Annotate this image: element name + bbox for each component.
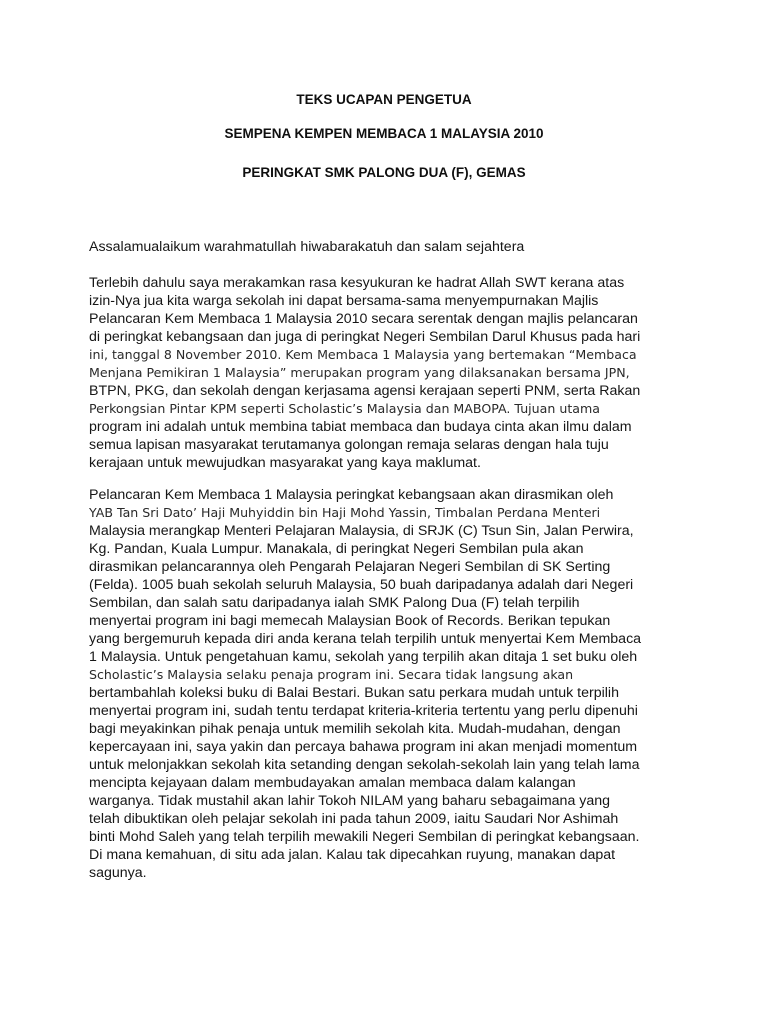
paragraph-line: di peringkat kebangsaan dan juga di peringkat Negeri Sembilan Darul Khusus pada hari [89, 329, 641, 345]
paragraph-line: menyertai program ini bagi memecah Malaysian Book of Records. Berikan tepukan [89, 613, 611, 629]
paragraph-line: yang bergemuruh kepada diri anda kerana telah terpilih untuk menyertai Kem Membaca [89, 631, 642, 647]
paragraph-line: Kg. Pandan, Kuala Lumpur. Manakala, di peringkat Negeri Sembilan pula akan [89, 541, 584, 557]
paragraph-line: dirasmikan pelancarannya oleh Pengarah Pelajaran Negeri Sembilan di SK Serting [89, 559, 611, 575]
paragraph-line: Pelancaran Kem Membaca 1 Malaysia 2010 secara serentak dengan majlis pelancaran [89, 311, 638, 327]
paragraph-line: mencipta kejayaan dalam membudayakan amalan membaca dalam kalangan [89, 775, 576, 791]
paragraph-line: warganya. Tidak mustahil akan lahir Tokoh NILAM yang baharu sebagaimana yang [89, 793, 611, 809]
paragraph-line: Terlebih dahulu saya merakamkan rasa kesyukuran ke hadrat Allah SWT kerana atas [89, 275, 625, 291]
paragraph-line: Perkongsian Pintar KPM seperti Scholastic’s Malaysia dan MABOPA. Tujuan utama [89, 401, 600, 416]
document-venue: PERINGKAT SMK PALONG DUA (F), GEMAS [242, 165, 526, 180]
greeting: Assalamualaikum warahmatullah hiwabarakatuh dan salam sejahtera [89, 239, 525, 255]
paragraph-line: Sembilan, dan salah satu daripadanya ialah SMK Palong Dua (F) telah terpilih [89, 595, 580, 611]
paragraph-line: kepercayaan ini, saya yakin dan percaya bahawa program ini akan menjadi momentum [89, 739, 638, 755]
paragraph-line: izin-Nya jua kita warga sekolah ini dapat bersama-sama menyempurnakan Majlis [89, 293, 599, 309]
paragraph-line: BTPN, PKG, dan sekolah dengan kerjasama agensi kerajaan seperti PNM, serta Rakan [89, 383, 641, 399]
paragraph-line: menyertai program ini, sudah tentu terdapat kriteria-kriteria tertentu yang perlu dipenuhi [89, 703, 638, 719]
paragraph-line: Di mana kemahuan, di situ ada jalan. Kalau tak dipecahkan ruyung, manakan dapat [89, 847, 616, 863]
paragraph-line: Scholastic’s Malaysia selaku penaja program ini. Secara tidak langsung akan [89, 667, 574, 682]
paragraph-line: untuk melonjakkan sekolah kita setanding dengan sekolah-sekolah lain yang telah lama [89, 757, 640, 773]
paragraph-line: bertambahlah koleksi buku di Balai Bestari. Bukan satu perkara mudah untuk terpilih [89, 685, 619, 701]
paragraph-line: telah dibuktikan oleh pelajar sekolah ini pada tahun 2009, iaitu Saudari Nor Ashimah [89, 811, 619, 827]
paragraph-line: Pelancaran Kem Membaca 1 Malaysia peringkat kebangsaan akan dirasmikan oleh [89, 487, 614, 503]
paragraph-line: binti Mohd Saleh yang telah terpilih mewakili Negeri Sembilan di peringkat kebangsaan. [89, 829, 640, 845]
paragraph-line: Malaysia merangkap Menteri Pelajaran Malaysia, di SRJK (C) Tsun Sin, Jalan Perwira, [89, 523, 634, 539]
paragraph-line: kerajaan untuk mewujudkan masyarakat yang kaya maklumat. [89, 455, 481, 471]
paragraph-line: ini, tanggal 8 November 2010. Kem Membaca 1 Malaysia yang bertemakan “Membaca [89, 347, 637, 362]
paragraph-line: program ini adalah untuk membina tabiat membaca dan budaya cinta akan ilmu dalam [89, 419, 632, 435]
document-subtitle: SEMPENA KEMPEN MEMBACA 1 MALAYSIA 2010 [224, 126, 544, 141]
paragraph-line: 1 Malaysia. Untuk pengetahuan kamu, sekolah yang terpilih akan ditaja 1 set buku oleh [89, 649, 638, 665]
paragraph-line: YAB Tan Sri Dato’ Haji Muhyiddin bin Haji Mohd Yassin, Timbalan Perdana Menteri [89, 505, 601, 520]
paragraph-line: (Felda). 1005 buah sekolah seluruh Malaysia, 50 buah daripadanya adalah dari Negeri [89, 577, 634, 593]
document-title: TEKS UCAPAN PENGETUA [296, 92, 472, 107]
paragraph-line: bagi meyakinkan pihak penaja untuk memilih sekolah kita. Mudah-mudahan, dengan [89, 721, 621, 737]
paragraph-line: sagunya. [89, 865, 147, 881]
paragraph-line: semua lapisan masyarakat terutamanya golongan remaja selaras dengan hala tuju [89, 437, 609, 453]
paragraph-line: Menjana Pemikiran 1 Malaysia” merupakan program yang dilaksanakan bersama JPN, [89, 365, 630, 380]
